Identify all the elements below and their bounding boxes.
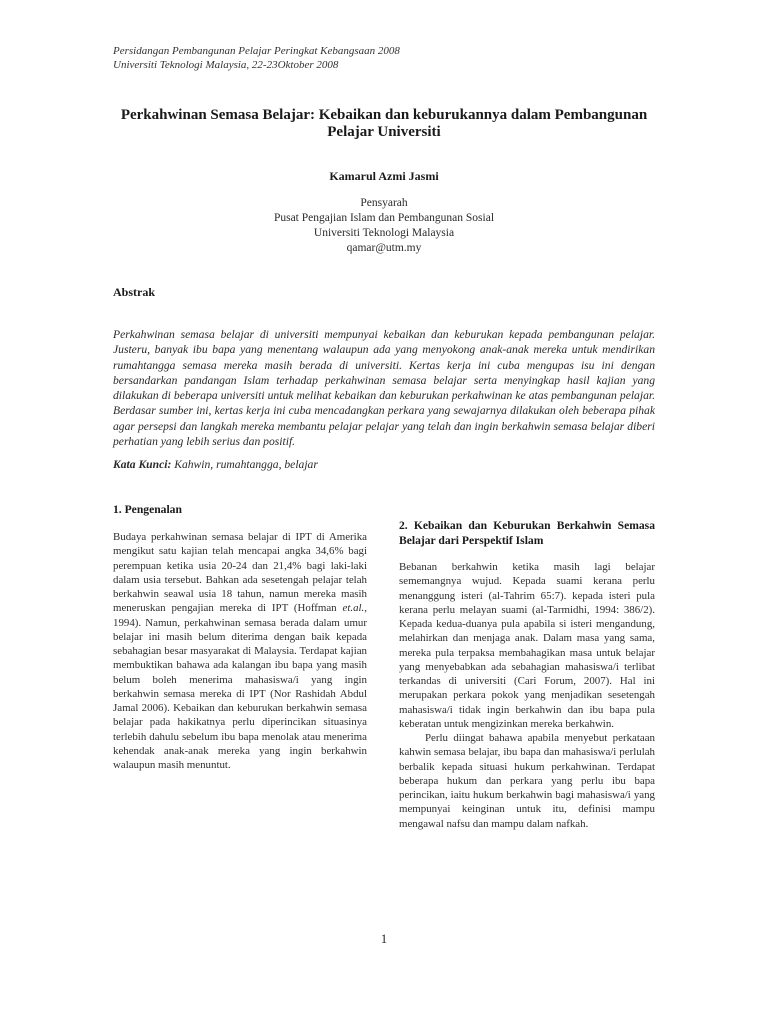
abstract-text: Perkahwinan semasa belajar di universiti mempunyai kebaikan dan keburukan kepada pembangunan pelajar. Justeru, banyak ibu bapa yang menentang walaupun ada yang menyokong anak-anak mereka untuk mendirikan rumahtangga semasa mereka masih berada di universiti. Kertas kerja ini cuba mengupas isu ini dengan bersandarkan pandangan Islam terhadap perkahwinan semasa belajar serta menyingkap hasil kajian yang dilakukan di beberapa universiti untuk melihat kebaikan dan keburukan perkahwinan ke atas pembangunan pelajar. Berdasar sumber ini, kertas kerja ini cuba mencadangkan perkara yang sewajarnya dilakukan oleh beberapa pihak agar persepsi dan langkah mereka membantu pelajar pelajar yang telah dan ingin berkahwin semasa belajar diberi perhatian yang lebih serius dan positif.	[113, 328, 655, 449]
para-1-text-a: Budaya perkahwinan semasa belajar di IPT di Amerika mengikut satu kajian telah mencapai angka 34,6% bagi perempuan ketika usia 20-24 dan 21,4% bagi laki-laki dalam usia tersebut. Bahkan ada sesetengah pelajar telah berkahwin seawal usia 18 tahun, namun mereka masih meneruskan pengajian mereka di IPT (Hoffman	[113, 531, 367, 615]
conference-name: Persidangan Pembangunan Pelajar Peringkat Kebangsaan 2008	[113, 45, 400, 57]
paper-title	[100, 107, 668, 141]
page-number: 1	[380, 932, 388, 946]
title-line-1: Perkahwinan Semasa Belajar: Kebaikan dan keburukannya dalam Pembangunan	[120, 107, 648, 123]
conference-venue: Universiti Teknologi Malaysia, 22-23Oktober 2008	[113, 59, 339, 71]
keywords-value: Kahwin, rumahtangga, belajar	[174, 458, 318, 471]
left-column	[113, 530, 367, 772]
author-email: qamar@utm.my	[346, 242, 422, 254]
section-2-paragraph-2: Perlu diingat bahawa apabila menyebut perkataan kahwin semasa belajar, ibu bapa dan mahasiswa/i perlulah berbalik kepada situasi hukum perkahwinan. Terdapat beberapa hukum dan perkara yang perlu ibu bapa perincikan, iaitu hukum berkahwin bagi mahasiswa/i yang mempunyai keinginan untuk itu, definisi mampu mengawal nafsu dan mampu dalam nafkah.	[399, 732, 655, 830]
section-1-heading: 1. Pengenalan	[113, 503, 182, 516]
author-name: Kamarul Azmi Jasmi	[329, 169, 439, 183]
author-department: Pusat Pengajian Islam dan Pembangunan Sosial	[273, 212, 495, 224]
conference-header	[113, 44, 400, 72]
keywords-label: Kata Kunci:	[113, 458, 172, 471]
right-column	[399, 560, 655, 831]
section-2-paragraph-1: Bebanan berkahwin ketika masih lagi belajar sememangnya wujud. Kepada suami kerana perlu menanggung isteri (al-Tahrim 65:7). kepada isteri pula kerana perlu melayan suami (al-Tarmidhi, 1994: 386/2). Kepada kedua-duanya pula apabila si isteri mengandung, melahirkan dan menjaga anak. Dalam masa yang sama, mereka pula terpaksa membahagikan masa untuk belajar yang menyebabkan ada sebahagian mahasiswa/i terlibat terkandas di universiti (Cari Forum, 2007). Hal ini merupakan perkara pokok yang menjadikan sesetengah mahasiswa/i tidak ingin berkahwin dan ibu bapa pula keberatan untuk mengizinkan mereka berkahwin.	[399, 561, 655, 730]
author-affiliation	[0, 196, 768, 256]
para-1-text-b: , 1994). Namun, perkahwinan semasa berada dalam umur belajar ini masih belum diterima dengan baik kepada sebahagian besar masyarakat di Malaysia. Terdapat kajian membuktikan bahawa ada kalangan ibu bapa yang masih belum boleh menerima mahasiswa/i yang ingin berkahwin semasa mereka di IPT (Nor Rashidah Abdul Jamal 2006). Kebaikan dan keburukan berkahwin semasa belajar pada hakikatnya perlu diperincikan situasinya terlebih dahulu sebelum ibu bapa menolak atau menerima kehendak anak-anak mereka yang ingin berkahwin walaupun masih menuntut.	[113, 602, 367, 771]
title-line-2: Pelajar Universiti	[327, 124, 441, 140]
author-position: Pensyarah	[360, 197, 408, 209]
keywords	[113, 458, 655, 471]
abstract-heading: Abstrak	[113, 285, 156, 299]
section-2-heading: 2. Kebaikan dan Keburukan Berkahwin Semasa Belajar dari Perspektif Islam	[399, 519, 655, 547]
section-1-paragraph	[113, 530, 367, 772]
para-1-etal: et.al.	[342, 602, 365, 615]
author-university: Universiti Teknologi Malaysia	[313, 227, 455, 239]
